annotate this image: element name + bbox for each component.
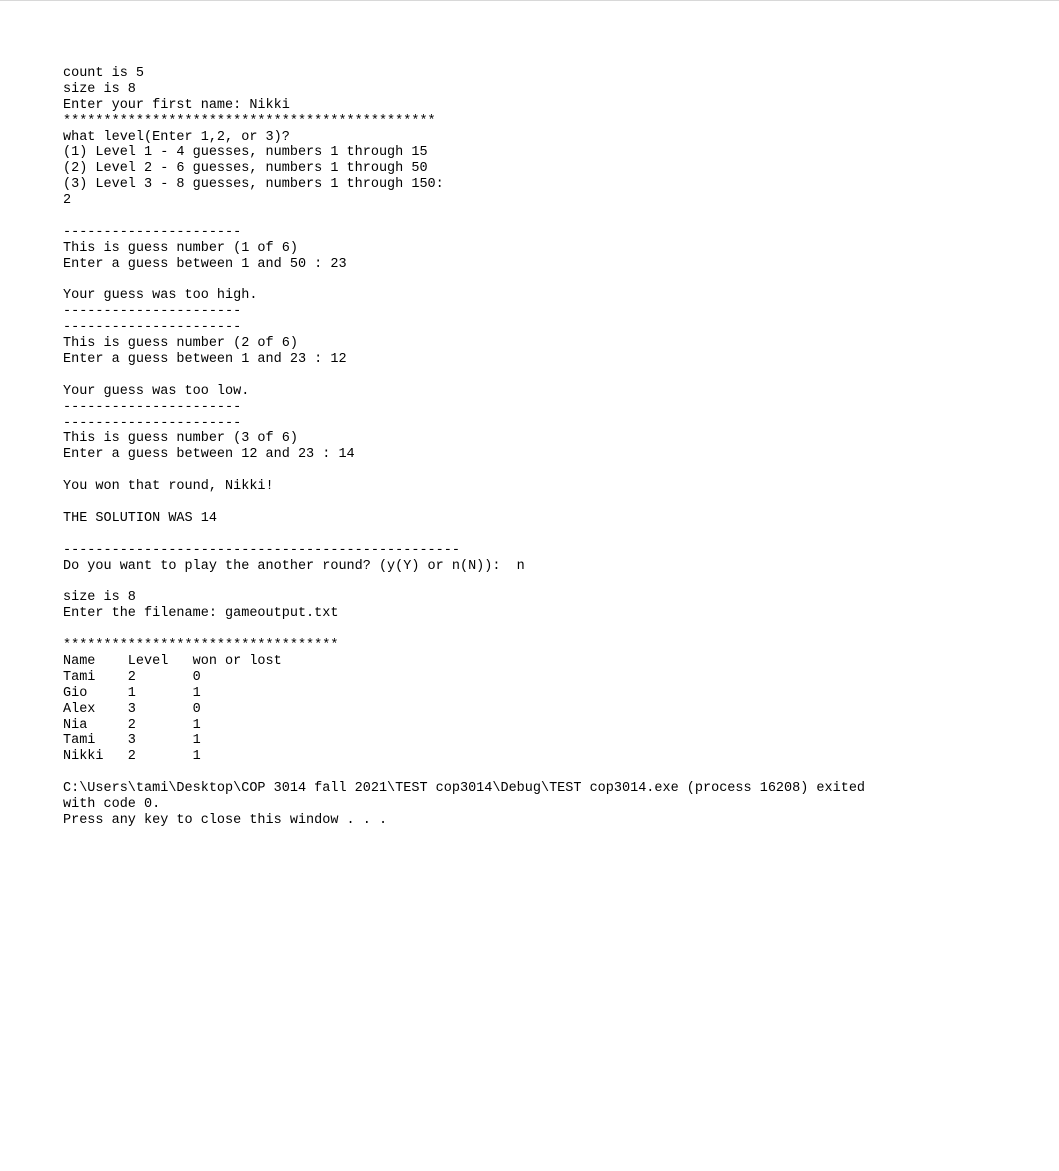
console-line: This is guess number (1 of 6) [63,240,298,256]
console-line: Press any key to close this window . . . [63,812,388,828]
console-line: Enter the filename: gameoutput.txt [63,606,339,622]
console-line [63,368,1043,384]
console-line: Do you want to play the another round? (y(Y) or n(N)): n [63,558,525,574]
console-line [63,495,1043,511]
console-line: ---------------------- [63,224,242,240]
console-line: size is 8 [63,81,136,97]
console-line: C:\Users\tami\Desktop\COP 3014 fall 2021\TEST cop3014\Debug\TEST cop3014.exe (process 16208) exited [63,781,866,797]
console-line [63,575,1043,591]
console-line: This is guess number (2 of 6) [63,336,298,352]
console-line [63,209,1043,225]
console-line: Your guess was too high. [63,288,258,304]
console-line: Name Level won or lost [63,653,282,669]
console-line: (1) Level 1 - 4 guesses, numbers 1 through 15 [63,145,428,161]
console-line: ------------------------------------------------- [63,542,460,558]
console-line: ********************************************** [63,113,436,129]
console-line: ---------------------- [63,304,242,320]
console-line: ---------------------- [63,415,242,431]
console-line: Alex 3 0 [63,701,201,717]
console-output [63,66,1043,829]
console-line: size is 8 [63,590,136,606]
console-line: This is guess number (3 of 6) [63,431,298,447]
console-line: Enter a guess between 1 and 50 : 23 [63,256,347,272]
console-line: Tami 3 1 [63,733,201,749]
console-line: Nia 2 1 [63,717,201,733]
console-line: Tami 2 0 [63,669,201,685]
console-line: with code 0. [63,796,161,812]
console-line: THE SOLUTION WAS 14 [63,510,217,526]
console-line: Enter a guess between 1 and 23 : 12 [63,352,347,368]
console-line: (3) Level 3 - 8 guesses, numbers 1 through 150: [63,177,444,193]
console-line: ---------------------- [63,320,242,336]
console-line: ---------------------- [63,399,242,415]
console-line: count is 5 [63,66,145,81]
console-line: 2 [63,193,72,209]
console-line: Enter your first name: Nikki [63,97,290,113]
console-line [63,765,1043,781]
console-line [63,463,1043,479]
console-line [63,622,1043,638]
console-line: Your guess was too low. [63,383,250,399]
console-line: Enter a guess between 12 and 23 : 14 [63,447,355,463]
console-line: what level(Enter 1,2, or 3)? [63,129,290,145]
console-line: Gio 1 1 [63,685,201,701]
console-line: ********************************** [63,638,339,654]
console-line: You won that round, Nikki! [63,479,274,495]
console-line: Nikki 2 1 [63,749,201,765]
console-line: (2) Level 2 - 6 guesses, numbers 1 through 50 [63,161,428,177]
console-line [63,273,1043,289]
window-top-border [0,0,1059,1]
console-line [63,527,1043,543]
